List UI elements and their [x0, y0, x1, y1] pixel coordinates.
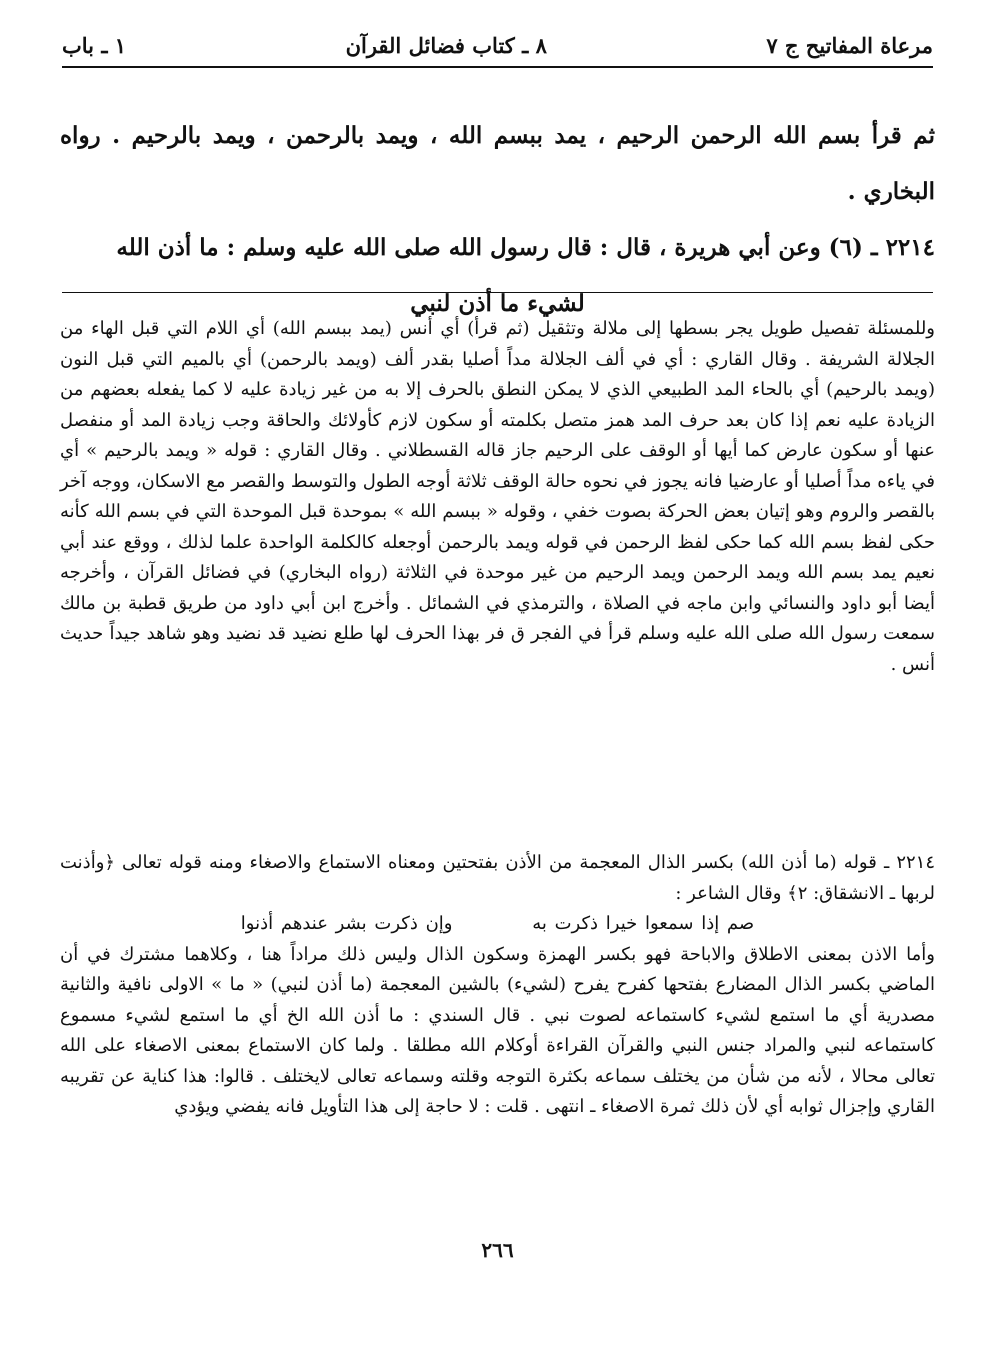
header-chapter-title: ٨ ـ كتاب فضائل القرآن — [345, 32, 547, 58]
commentary-heading-paragraph: ٢٢١٤ ـ قوله (ما أذن الله) بكسر الذال المعجمة من الأذن بفتحتين ومعناه الاستماع والاصغاء ومنه قوله تعالى ﴿وأذنت لربها ـ الانشقاق: ٢﴾ وقال الشاعر : — [60, 852, 935, 904]
header-divider — [62, 66, 933, 68]
commentary-paragraph: وللمسئلة تفصيل طويل يجر بسطها إلى ملالة وتثقيل (ثم قرأ) أي أنس (يمد ببسم الله) أي اللام التي قبل الهاء من الجلالة الشريفة . وقال القاري : أي في ألف الجلالة مداً أصليا بقدر ألف (ويمد بالرحمن) أي بالميم التي قبل النون (ويمد بالرحيم) أي بالحاء المد الطبيعي الذي لا يمكن النطق بالحرف إلا به من غير زيادة عليه لا كما يفعله بعضهم من الزيادة عليه نعم إذا كان بعد حرف المد همز متصل بكلمته أو سكون لازم كأولائك والحاقة وجب زيادة المد أو منفصل عنها أو سكون عارض كما أيها أو الوقف على الرحيم جاز قاله القسطلاني . وقال القاري : قوله « ويمد بالرحيم » أي في ياءه مداً أصليا أو عارضيا فانه يجوز في نحوه حالة الوقف ثلاثة أوجه الطول والتوسط والقصر مع الاسكان، ووجه آخر بالقصر والروم وهو إتيان بعض الحركة بصوت خفي ، وقوله « ببسم الله » بموحدة قبل الموحدة التي في بسم الله كأنه حكى لفظ بسم الله كما حكى لفظ الرحمن في قوله ويمد بالرحمن أوجعله كالكلمة الواحدة علما لذلك ، ووقع عند أبي نعيم يمد بسم الله ويمد الرحمن ويمد الرحيم من غير موحدة في الثلاثة (رواه البخاري) في فضائل القرآن ، وأخرجه أيضا أبو داود والنسائي وابن ماجه في الصلاة ، والترمذي في الشمائل . وأخرج ابن أبي داود من طريق قطبة بن مالك سمعت رسول الله صلى الله عليه وسلم قرأ في الفجر ق فر بهذا الحرف لها طلع نضيد قد نضيد وهو شاهد جيداً حديث أنس . — [60, 318, 935, 675]
commentary-paragraph: وأما الاذن بمعنى الاطلاق والاباحة فهو بكسر الهمزة وسكون الذال وليس ذلك مراداً هنا ، وكلاهما مشترك في أن الماضي بكسر الذال المضارع بفتحها كفرح يفرح (لشيء) بالشين المعجمة (ما أذن لنبي) « ما » الاولى نافية والثانية مصدرية أي ما استمع لشيء كاستماعه لصوت نبي . قال السندي : ما أذن الله الخ أي ما استمع لشيء مسموع كاستماعه لنبي والمراد جنس النبي والقرآن القراءة أوكلام الله مطلقا . ولما كان الاستماع بمعنى الاصغاء على الله تعالى محالا ، لأنه من شأن من يختلف سماعه بكثرة التوجه وقلته وسماعه تعالى لايختلف . قالوا: هذا كناية عن تقريبه القاري وإجزال ثوابه أي لأن ذلك ثمرة الاصغاء ـ انتهى . قلت : لا حاجة إلى هذا التأويل فانه يفضي ويؤدي — [60, 943, 935, 1117]
verse-hemistich-1: صم إذا سمعوا خيرا ذكرت به — [532, 913, 755, 934]
section-divider — [62, 292, 933, 293]
verse-hemistich-2: وإن ذكرت بشر عندهم أذنوا — [240, 913, 453, 934]
hadith-line-1: ثم قرأ بسم الله الرحمن الرحيم ، يمد ببسم الله ، ويمد بالرحمن ، ويمد بالرحيم . رواه البخاري . — [60, 122, 935, 205]
commentary-block-1 — [60, 314, 935, 680]
hadith-line-2: ٢٢١٤ ـ (٦) وعن أبي هريرة ، قال : قال رسول الله صلى الله عليه وسلم : ما أذن الله — [116, 234, 935, 261]
hadith-line-3: لشيء ما أذن لنبي — [410, 290, 585, 317]
header-book-title: مرعاة المفاتيح ج ٧ — [766, 32, 933, 58]
commentary-block-2 — [60, 848, 935, 1123]
header-section: ١ ـ باب — [62, 32, 127, 58]
running-header — [62, 28, 933, 62]
hadith-text — [60, 108, 935, 332]
poetry-verse — [60, 909, 935, 940]
page-number: ٢٦٦ — [481, 1238, 514, 1262]
